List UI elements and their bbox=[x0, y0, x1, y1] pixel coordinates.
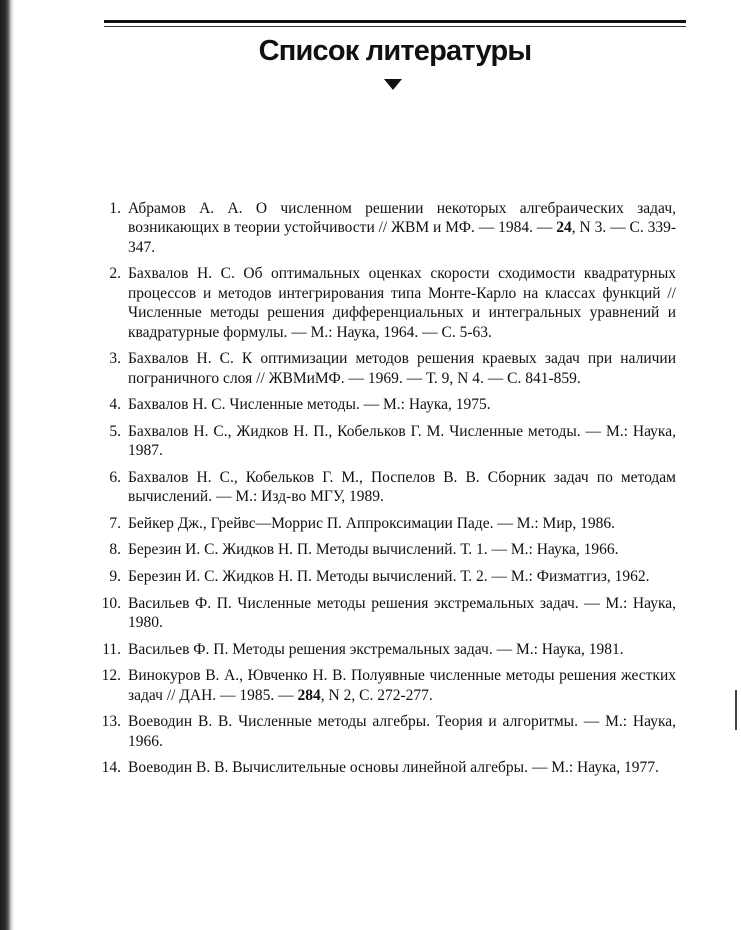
reference-number: 7. bbox=[109, 514, 121, 532]
reference-text-part: Винокуров В. А., Ювченко Н. В. Полуявные численные методы решения жестких задач // ДАН. — 1985. — bbox=[128, 667, 676, 704]
reference-number: 11. bbox=[102, 640, 121, 658]
reference-text-part: Бахвалов Н. С., Жидков Н. П., Кобельков Г. М. Численные методы. — М.: Наука, 1987. bbox=[128, 422, 676, 460]
reference-item bbox=[94, 468, 676, 507]
reference-text-part: Абрамов А. А. О численном решении некоторых алгебраических задач, возникающих в теории устойчивости // ЖВМ и МФ. — 1984. — bbox=[128, 200, 676, 237]
page-title: Список литературы bbox=[258, 35, 532, 67]
reference-volume: 24 bbox=[556, 219, 572, 237]
reference-item bbox=[94, 199, 676, 257]
reference-number: 3. bbox=[109, 350, 121, 368]
reference-text-part: Бахвалов Н. С., Кобельков Г. М., Поспелов В. В. Сборник задач по методам вычислений. — М.: Изд-во МГУ, 1989. bbox=[128, 468, 676, 506]
reference-text-part: Бейкер Дж., Грейвс—Моррис П. Аппроксимации Паде. — М.: Мир, 1986. bbox=[128, 514, 615, 532]
reference-text bbox=[128, 541, 619, 558]
reference-text-part: , N 3. — С. 339-347. bbox=[128, 219, 676, 256]
scan-binding-edge bbox=[0, 0, 14, 930]
reference-item bbox=[94, 758, 676, 777]
reference-text bbox=[128, 759, 659, 776]
reference-text-part: Бахвалов Н. С. Об оптимальных оценках скорости сходимости квадратурных процессов и методов интегрирования типа Монте-Карло на классах функций // Численные методы решения дифференциальных и интегральных уравнений и квадратурные формулы. — М.: Наука, 1964. — С. 5-63. bbox=[128, 265, 676, 341]
reference-number: 8. bbox=[109, 541, 121, 559]
reference-text-part: Бахвалов Н. С. К оптимизации методов решения краевых задач при наличии пограничного слоя // ЖВМиМФ. — 1969. — Т. 9, N 4. — С. 841-859. bbox=[128, 350, 676, 387]
reference-text bbox=[128, 265, 676, 340]
reference-text-part: Березин И. С. Жидков Н. П. Методы вычислений. Т. 2. — М.: Физматгиз, 1962. bbox=[128, 568, 650, 585]
reference-item bbox=[94, 640, 676, 659]
reference-text bbox=[128, 667, 676, 703]
reference-text-part: Воеводин В. В. Вычислительные основы линейной алгебры. — М.: Наука, 1977. bbox=[128, 759, 659, 777]
reference-text bbox=[128, 200, 676, 256]
title-triangle-icon bbox=[384, 79, 402, 90]
reference-number: 10. bbox=[101, 594, 121, 612]
reference-item bbox=[94, 712, 676, 751]
reference-item bbox=[94, 567, 676, 586]
reference-volume: 284 bbox=[297, 686, 321, 704]
reference-item bbox=[94, 422, 676, 461]
reference-text bbox=[128, 423, 676, 459]
reference-text bbox=[128, 515, 615, 532]
reference-number: 13. bbox=[101, 713, 121, 731]
reference-text-part: Воеводин В. В. Численные методы алгебры. Теория и алгоритмы. — М.: Наука, 1966. bbox=[128, 713, 676, 750]
reference-text-part: Бахвалов Н. С. Численные методы. — М.: Наука, 1975. bbox=[128, 396, 491, 414]
reference-number: 4. bbox=[109, 396, 121, 414]
reference-text-part: Васильев Ф. П. Численные методы решения экстремальных задач. — М.: Наука, 1980. bbox=[128, 594, 676, 631]
reference-text-part: Березин И. С. Жидков Н. П. Методы вычислений. Т. 1. — М.: Наука, 1966. bbox=[128, 541, 619, 559]
reference-item bbox=[94, 594, 676, 633]
reference-text bbox=[128, 568, 650, 585]
reference-number: 9. bbox=[109, 568, 121, 585]
reference-number: 6. bbox=[109, 468, 121, 486]
header-rule-thick bbox=[104, 20, 686, 23]
reference-number: 14. bbox=[101, 759, 121, 777]
scan-artifact-mark bbox=[735, 690, 737, 730]
reference-text bbox=[128, 641, 624, 658]
reference-text-part: , N 2, С. 272-277. bbox=[320, 686, 433, 704]
reference-number: 5. bbox=[109, 422, 121, 440]
reference-list bbox=[94, 199, 676, 785]
reference-number: 1. bbox=[109, 200, 121, 217]
reference-text bbox=[128, 396, 491, 413]
reference-text bbox=[128, 713, 676, 749]
reference-text bbox=[128, 469, 676, 505]
reference-item bbox=[94, 540, 676, 559]
reference-item bbox=[94, 264, 676, 342]
reference-number: 12. bbox=[101, 667, 121, 685]
reference-text-part: Васильев Ф. П. Методы решения экстремальных задач. — М.: Наука, 1981. bbox=[128, 640, 624, 658]
reference-item bbox=[94, 666, 676, 705]
reference-item bbox=[94, 395, 676, 414]
reference-text bbox=[128, 595, 676, 631]
reference-item bbox=[94, 349, 676, 388]
reference-number: 2. bbox=[109, 265, 121, 283]
header-rule-thin bbox=[104, 26, 686, 27]
reference-item bbox=[94, 514, 676, 533]
reference-text bbox=[128, 350, 676, 386]
